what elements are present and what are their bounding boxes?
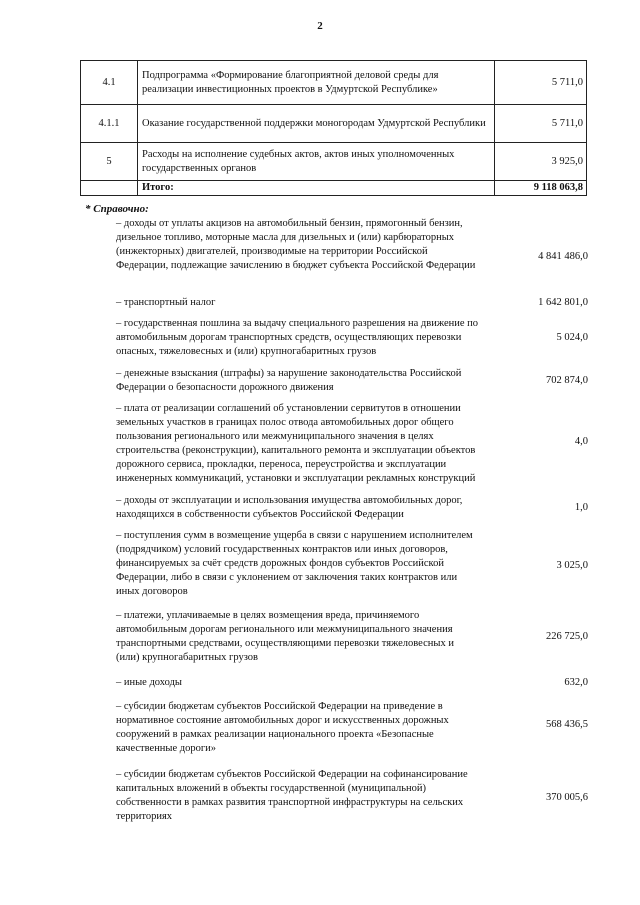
reference-item [88,296,588,312]
table-row [81,105,587,143]
reference-title: * Справочно: [85,203,149,215]
reference-item-value: 4,0 [574,436,588,447]
reference-item-text: – поступления сумм в возмещение ущерба в связи с нарушением исполнителем (подрядчиком) условий государственных контрактов или иных договоров, финансируемых за счёт средств дорожных фондов субъектов Российской Федерации, либо в связи с уклонением от заключения таких контрактов или иных договоров [116,530,473,597]
total-label: Итого: [138,181,495,196]
reference-item-value: 1 642 801,0 [538,297,588,308]
total-amount: 9 118 063,8 [495,181,587,196]
reference-item-text: – доходы от уплаты акцизов на автомобильный бензин, прямогонный бензин, дизельное топливо, моторные масла для дизельных и (или) карбюраторных (инжекторных) двигателей, производимые на территории Российской Федерации, подлежащие зачислению в бюджет субъекта Российской Федерации [116,218,476,271]
reference-item-text: – плата от реализации соглашений об установлении сервитутов в отношении земельных участков в границах полос отвода автомобильных дорог общего пользования регионального или межмуниципального значения в целях строительства (реконструкции), капитального ремонта и эксплуатации объектов дорожного сервиса, прокладки, переноса, переустройства и эксплуатации инженерных коммуникаций, установки и эксплуатации рекламных конструкций [116,403,476,484]
reference-item-value: 568 436,5 [546,719,588,730]
reference-item-value: 1,0 [574,502,588,513]
row-number: 5 [81,143,138,181]
table-row [81,143,587,181]
row-description: Расходы на исполнение судебных актов, актов иных уполномоченных государственных органов [138,143,495,181]
reference-item [88,529,588,603]
reference-item [88,609,588,669]
page-number: 2 [317,20,323,32]
row-amount: 5 711,0 [495,61,587,105]
reference-item [88,768,588,828]
reference-item-text: – транспортный налог [116,297,216,308]
row-number: 4.1 [81,61,138,105]
reference-item-text: – денежные взыскания (штрафы) за нарушение законодательства Российской Федерации о безопасности дорожного движения [116,368,462,393]
reference-item [88,676,588,692]
reference-item [88,367,588,397]
reference-item-value: 4 841 486,0 [538,251,588,262]
total-empty-cell [81,181,138,196]
table-row [81,61,587,105]
row-description: Оказание государственной поддержки моногородам Удмуртской Республики [138,105,495,143]
row-amount: 3 925,0 [495,143,587,181]
row-number: 4.1.1 [81,105,138,143]
reference-item-value: 226 725,0 [546,631,588,642]
reference-item-value: 702 874,0 [546,375,588,386]
reference-item [88,494,588,524]
reference-item-text: – иные доходы [116,677,182,688]
total-row [81,181,587,196]
reference-item-text: – государственная пошлина за выдачу специального разрешения на движение по автомобильным дорогам транспортных средств, осуществляющих перевозки опасных, тяжеловесных и (или) крупногабаритных грузов [116,318,479,357]
reference-item-value: 370 005,6 [546,792,588,803]
reference-item-text: – платежи, уплачиваемые в целях возмещения вреда, причиняемого автомобильным дорогам регионального или межмуниципального значения транспортными средствами, осуществляющими перевозки тяжеловесных и (или) крупногабаритных грузов [116,610,454,663]
row-amount: 5 711,0 [495,105,587,143]
reference-item-value: 5 024,0 [556,332,588,343]
reference-item-value: 3 025,0 [556,560,588,571]
budget-table [80,60,587,196]
reference-item-text: – субсидии бюджетам субъектов Российской Федерации на софинансирование капитальных вложений в объекты государственной (муниципальной) собственности в рамках развития транспортной инфраструктуры на сельских территориях [116,769,468,822]
row-description: Подпрограмма «Формирование благоприятной деловой среды для реализации инвестиционных проектов в Удмуртской Республике» [138,61,495,105]
reference-item-value: 632,0 [564,677,588,688]
reference-item-text: – доходы от эксплуатации и использования имущества автомобильных дорог, находящихся в собственности субъектов Российской Федерации [116,495,463,520]
reference-item-text: – субсидии бюджетам субъектов Российской Федерации на приведение в нормативное состояние автомобильных дорог и искусственных дорожных сооружений в рамках реализации национального проекта «Безопасные качественные дороги» [116,701,449,754]
reference-item [88,217,588,289]
reference-item [88,700,588,760]
reference-item [88,402,588,490]
reference-item [88,317,588,361]
